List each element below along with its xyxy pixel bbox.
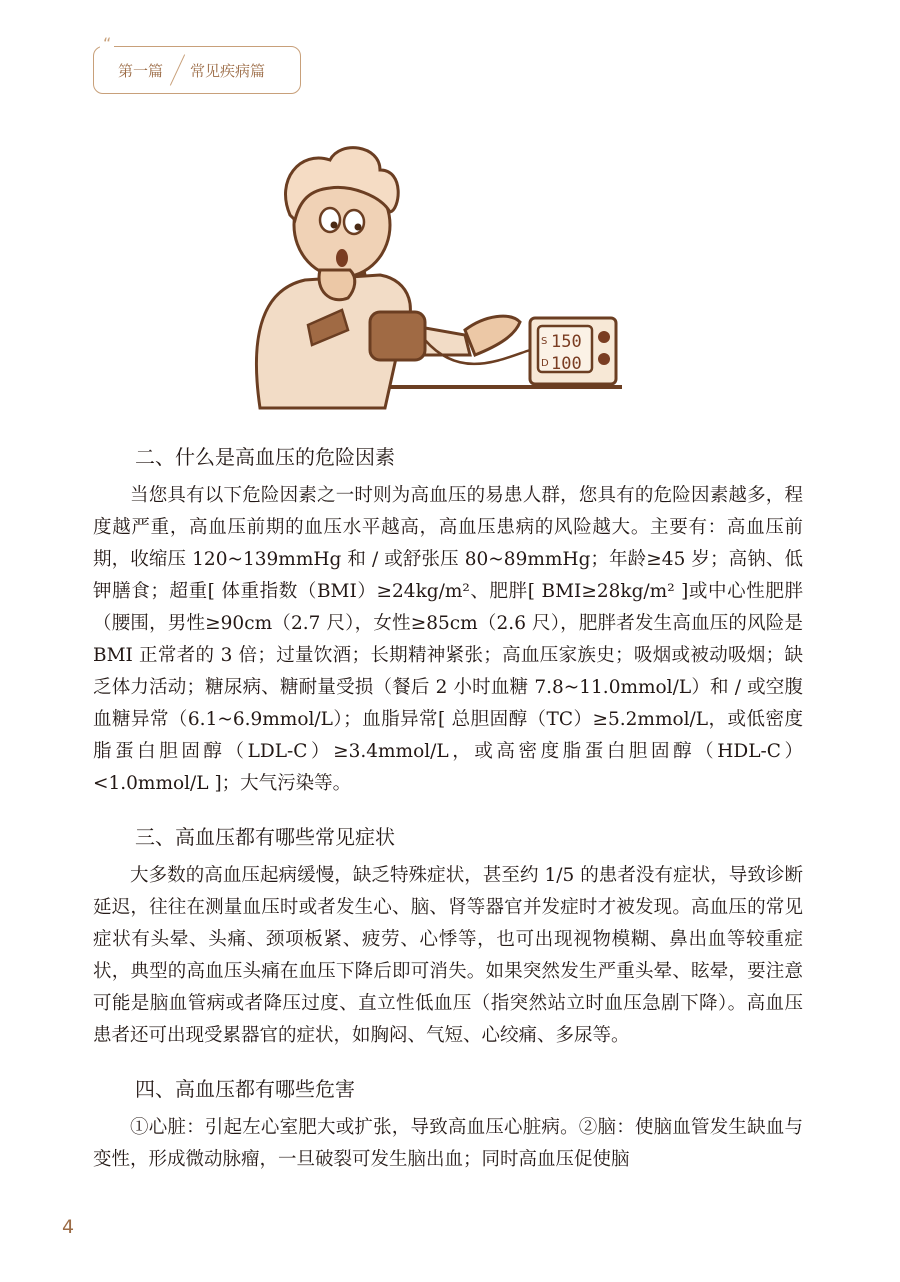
monitor-s-label: S — [541, 336, 548, 347]
section-heading-risk-factors: 二、什么是高血压的危险因素 — [135, 445, 395, 469]
section-body-risk-factors: 当您具有以下危险因素之一时则为高血压的易患人群，您具有的危险因素越多，程度越严重，高血压前期的血压水平越高，高血压患病的风险越大。主要有：高血压前期，收缩压 120~139mmHg 和 / 或舒张压 80~89mmHg；年龄≥45 岁；高钠、低钾膳食；超重[ 体重指数（BMI）≥24kg/m²、肥胖[ BMI≥28kg/m² ]或中心性肥胖（腰围，男性≥90cm（2.7 尺），女性≥85cm（2.6 尺），肥胖者发生高血压的风险是 BMI 正常者的 3 倍；过量饮酒；长期精神紧张；高血压家族史；吸烟或被动吸烟；缺乏体力活动；糖尿病、糖耐量受损（餐后 2 小时血糖 7.8~11.0mmol/L）和 / 或空腹血糖异常（6.1~6.9mmol/L）；血脂异常[ 总胆固醇（TC）≥5.2mmol/L，或低密度脂蛋白胆固醇（LDL-C）≥3.4mmol/L，或高密度脂蛋白胆固醇（HDL-C）<1.0mmol/L ]；大气污染等。 — [93, 485, 803, 794]
section-label: 常见疾病篇 — [190, 61, 266, 80]
monitor-d-label: D — [541, 358, 549, 369]
page-number: 4 — [62, 1216, 75, 1238]
article-content — [93, 440, 803, 1196]
part-label: 第一篇 — [118, 61, 164, 80]
chapter-tab — [93, 34, 301, 94]
divider-slash — [170, 54, 185, 85]
section-body-harms: ①心脏：引起左心室肥大或扩张，导致高血压心脏病。②脑：使脑血管发生缺血与变性，形成微动脉瘤，一旦破裂可发生脑出血；同时高血压促使脑 — [93, 1117, 803, 1170]
section-heading-symptoms: 三、高血压都有哪些常见症状 — [135, 825, 395, 849]
section-heading-harms: 四、高血压都有哪些危害 — [135, 1077, 355, 1101]
monitor-systolic-value: 150 — [551, 332, 582, 352]
section-body-symptoms: 大多数的高血压起病缓慢，缺乏特殊症状，甚至约 1/5 的患者没有症状，导致诊断延迟，往往在测量血压时或者发生心、脑、肾等器官并发症时才被发现。高血压的常见症状有头晕、头痛、颈项板紧、疲劳、心悸等，也可出现视物模糊、鼻出血等较重症状，典型的高血压头痛在血压下降后即可消失。如果突然发生严重头晕、眩晕，要注意可能是脑血管病或者降压过度、直立性低血压（指突然站立时血压急剧下降）。高血压患者还可出现受累器官的症状，如胸闷、气短、心绞痛、多尿等。 — [93, 865, 803, 1046]
monitor-diastolic-value: 100 — [551, 354, 582, 374]
quote-mark-icon: “ — [100, 35, 114, 53]
man-measuring-blood-pressure-illustration — [230, 140, 650, 410]
